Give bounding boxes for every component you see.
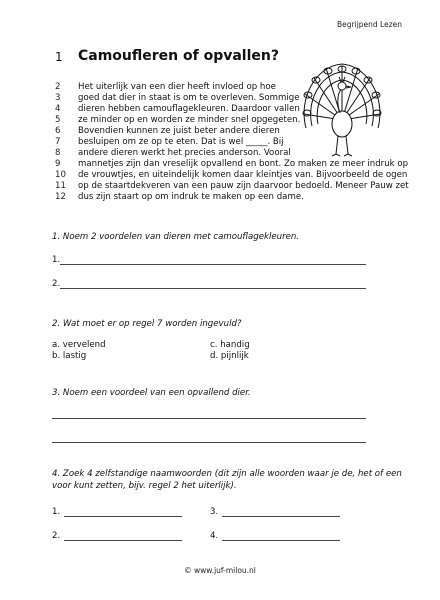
answer-label: 3. xyxy=(210,507,219,517)
answer-line[interactable] xyxy=(222,516,340,517)
line-text: mannetjes zijn dan vreselijk opvallend en bont. Zo maken ze meer indruk op xyxy=(78,159,409,169)
question-4-line-1: 4. Zoek 4 zelfstandige naamwoorden (dit zijn alle woorden waar je de, het of een xyxy=(52,469,402,479)
text-line xyxy=(55,181,409,192)
text-line xyxy=(55,170,408,181)
line-text: dus zijn staart op om indruk te maken op een dame. xyxy=(78,192,304,202)
line-number: 7 xyxy=(55,137,61,147)
line-number: 4 xyxy=(55,104,61,114)
line-text: de vrouwtjes, en uiteindelijk komen daar kleintjes van. Bijvoorbeeld de ogen xyxy=(78,170,408,180)
answer-line[interactable] xyxy=(222,540,340,541)
question-4-line-2: voor kunt zetten, bijv. regel 2 het uiterlijk). xyxy=(52,481,237,491)
line-text: andere dieren werkt het precies anderson. Vooral xyxy=(78,148,291,158)
page-title: Camoufleren of opvallen? xyxy=(78,48,279,64)
text-line xyxy=(55,192,395,203)
answer-line[interactable] xyxy=(64,516,182,517)
answer-label: 1. xyxy=(52,255,61,265)
answer-label: 2. xyxy=(52,279,61,289)
option-b[interactable]: b. lastig xyxy=(52,351,87,361)
line-text: Bovendien kunnen ze juist beter andere dieren xyxy=(78,126,280,136)
line-text: op de staartdekveren van een pauw zijn daarvoor bedoeld. Meneer Pauw zet xyxy=(78,181,409,191)
line-number: 3 xyxy=(55,93,61,103)
answer-line[interactable] xyxy=(60,288,366,289)
question-1: 1. Noem 2 voordelen van dieren met camouflagekleuren. xyxy=(52,232,300,242)
answer-label: 4. xyxy=(210,531,219,541)
line-number: 6 xyxy=(55,126,61,136)
line-number: 9 xyxy=(55,159,61,169)
line-number: 8 xyxy=(55,148,61,158)
title-line-number: 1 xyxy=(55,50,63,64)
footer-copyright: © www.juf-milou.nl xyxy=(184,566,256,575)
answer-line[interactable] xyxy=(60,264,366,265)
line-text: besluipen om ze op te eten. Dat is wel _____. Bij xyxy=(78,137,284,147)
answer-line[interactable] xyxy=(52,418,366,419)
line-text: Het uiterlijk van een dier heeft invloed op hoe xyxy=(78,82,276,92)
answer-line[interactable] xyxy=(52,442,366,443)
peacock-illustration xyxy=(296,58,388,160)
line-number: 2 xyxy=(55,82,61,92)
answer-label: 1. xyxy=(52,507,61,517)
option-c[interactable]: c. handig xyxy=(210,340,250,350)
question-2: 2. Wat moet er op regel 7 worden ingevuld? xyxy=(52,319,242,329)
option-a[interactable]: a. vervelend xyxy=(52,340,106,350)
text-line xyxy=(55,159,409,170)
line-number: 11 xyxy=(55,181,66,191)
line-number: 10 xyxy=(55,170,66,180)
line-text: ze minder op en worden ze minder snel opgegeten. xyxy=(78,115,301,125)
question-3: 3. Noem een voordeel van een opvallend dier. xyxy=(52,388,251,398)
line-number: 12 xyxy=(55,192,66,202)
category-header: Begrijpend Lezen xyxy=(337,20,403,29)
answer-line[interactable] xyxy=(64,540,182,541)
line-text: dieren hebben camouflagekleuren. Daardoor vallen xyxy=(78,104,300,114)
line-number: 5 xyxy=(55,115,61,125)
option-d[interactable]: d. pijnlijk xyxy=(210,351,249,361)
answer-label: 2. xyxy=(52,531,61,541)
line-text: goed dat dier in staat is om te overleven. Sommige xyxy=(78,93,300,103)
